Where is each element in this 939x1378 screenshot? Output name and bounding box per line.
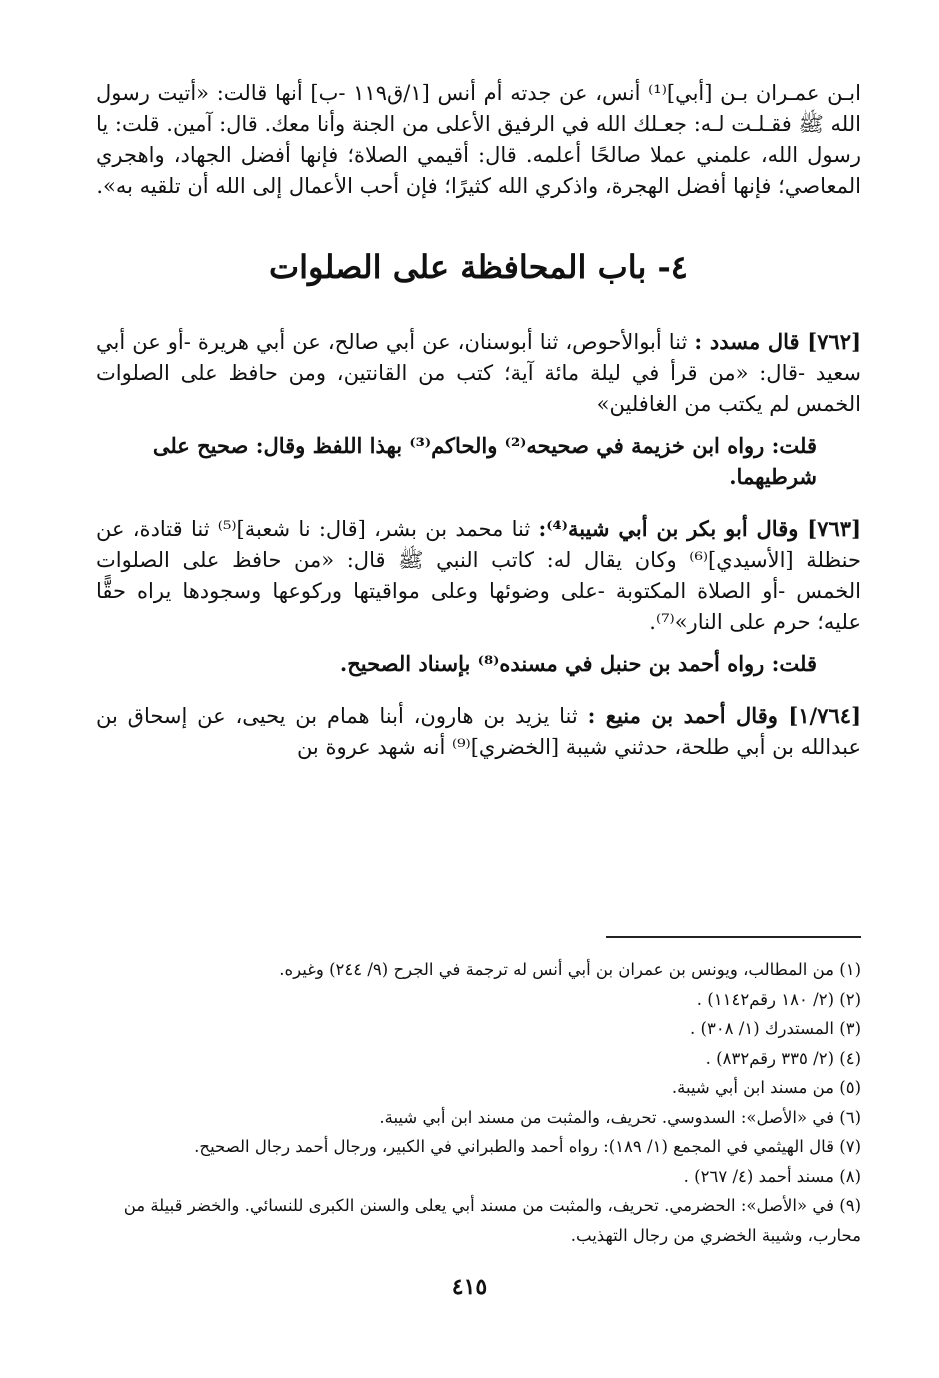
hadith-763-lead: [٧٦٣] وقال أبو بكر بن أبي شيبة⁽⁴⁾: xyxy=(538,516,862,541)
hadith-763 xyxy=(96,513,861,638)
footnote: (٩) في «الأصل»: الحضرمي. تحريف، والمثبت من مسند أبي يعلى والسنن الكبرى للنسائي. والخضر قبيلة من محارب، وشيبة الخضري من رجال التهذيب. xyxy=(123,1196,861,1245)
footnote: (٤) (٢/ ٣٣٥ رقم٨٣٢) . xyxy=(705,1048,861,1068)
footnote-separator xyxy=(606,936,861,938)
footnote: (١) من المطالب، ويونس بن عمران بن أبي أنس له ترجمة في الجرح (٩/ ٢٤٤) وغيره. xyxy=(279,960,861,979)
footnote: (٢) (٢/ ١٨٠ رقم١١٤٢) . xyxy=(696,989,861,1009)
note-762: قلت: رواه ابن خزيمة في صحيحه⁽²⁾ والحاكم⁽³⁾ بهذا اللفظ وقال: صحيح على شرطيهما. xyxy=(152,433,817,489)
hadith-762-lead: [٧٦٢] قال مسدد : xyxy=(694,329,861,354)
note-763: قلت: رواه أحمد بن حنبل في مسنده⁽⁸⁾ بإسناد الصحيح. xyxy=(339,651,817,676)
hadith-762 xyxy=(96,326,861,420)
footnote: (٣) المستدرك (١/ ٣٠٨) . xyxy=(690,1019,861,1038)
hadith-763-text: ثنا محمد بن بشر، [قال: نا شعبة]⁽⁵⁾ ثنا قتادة، عن حنظلة [الأسيدي]⁽⁶⁾ وكان يقال له: كاتب النبي ﷺ قال: «من حافظ على الصلوات الخمس -أو الصلاة المكتوبة -على وضوئها وعلى مواقيتها وركوعها وسجودها يراه حقًّا عليه؛ حرم على النار»⁽⁷⁾. xyxy=(96,517,861,634)
hadith-764-lead: [١/٧٦٤] وقال أحمد بن منيع : xyxy=(587,703,861,728)
footnote: (٧) قال الهيثمي في المجمع (١/ ١٨٩): رواه أحمد والطبراني في الكبير، ورجال أحمد رجال الصحيح. xyxy=(194,1137,861,1156)
footnotes xyxy=(96,955,861,1250)
footnote: (٨) مسند أحمد (٤/ ٢٦٧) . xyxy=(683,1166,861,1186)
intro-paragraph: ابـن عمـران بـن [أبي]⁽¹⁾ أنس، عن جدته أم أنس [١/ق١١٩ -ب] أنها قالت: «أتيت رسول الله ﷺ فقـلـت لـه: جعـلك الله في الرفيق الأعلى من الجنة وأنا معك. قال: آمين. قلت: يا رسول الله، علمني عملا صالحًا أعلمه. قال: أقيمي الصلاة؛ فإنها أفضل الجهاد، واهجري المعاصي؛ فإنها أفضل الهجرة، واذكري الله كثيرًا؛ فإن أحب الأعمال إلى الله أن تلقيه به». xyxy=(96,81,861,198)
hadith-764 xyxy=(96,700,861,763)
page-number: ٤١٥ xyxy=(451,1274,488,1300)
hadith-762-text: ثنا أبوالأحوص، ثنا أبوسنان، عن أبي صالح، عن أبي هريرة -أو عن أبي سعيد -قال: «من قرأ في ليلة مائة آية؛ كتب من القانتين، ومن حافظ على الصلوات الخمس لم يكتب من الغافلين» xyxy=(96,330,861,416)
footnote: (٦) في «الأصل»: السدوسي. تحريف، والمثبت من مسند ابن أبي شيبة. xyxy=(379,1107,861,1127)
hadith-764-text: ثنا يزيد بن هارون، أبنا همام بن يحيى، عن إسحاق بن عبدالله بن أبي طلحة، حدثني شيبة [الخضري]⁽⁹⁾ أنه شهد عروة بن xyxy=(96,704,861,759)
main-text xyxy=(96,78,861,763)
chapter-heading: ٤- باب المحافظة على الصلوات xyxy=(269,248,688,286)
footnote: (٥) من مسند ابن أبي شيبة. xyxy=(671,1078,861,1097)
